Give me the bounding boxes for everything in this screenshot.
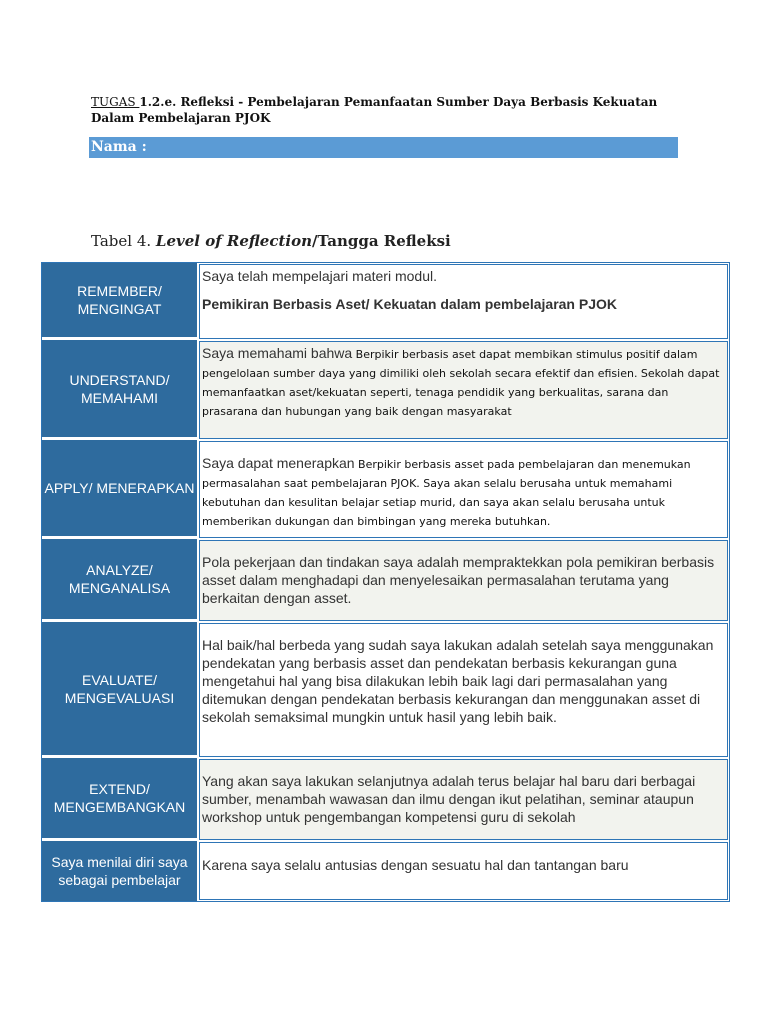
row-lead: Saya dapat menerapkan (202, 455, 355, 471)
row-remember (42, 263, 729, 340)
row-content (199, 341, 728, 439)
caption-italic: Level of Reflection (155, 232, 313, 250)
row-content (199, 441, 728, 538)
title-text: 1.2.e. Refleksi - Pembelajaran Pemanfaatan Sumber Daya Berbasis Kekuatan Dalam Pembelajaran PJOK (91, 95, 658, 125)
reflection-table (41, 262, 730, 902)
row-label: ANALYZE/ MENGANALISA (42, 539, 197, 622)
row-understand (42, 340, 729, 440)
assignment-title (91, 94, 691, 126)
row-apply (42, 440, 729, 539)
name-label: Nama : (91, 139, 147, 155)
row-label: EXTEND/ MENGEMBANGKAN (42, 758, 197, 841)
row-content: Yang akan saya lakukan selanjutnya adalah terus belajar hal baru dari berbagai sumber, menambah wawasan dan ilmu dengan ikut pelatihan, seminar ataupun workshop untuk pengembangan kompetensi guru di sekolah (199, 759, 728, 840)
caption-prefix: Tabel 4. (91, 232, 156, 250)
row-analyze (42, 539, 729, 622)
row-text-bold: Pemikiran Berbasis Aset/ Kekuatan dalam pembelajaran PJOK (202, 296, 617, 312)
row-label: Saya menilai diri saya sebagai pembelajar (42, 841, 197, 901)
row-text: Berpikir berbasis aset dapat membikan stimulus positif dalam pengelolaan sumber daya yang dimiliki oleh sekolah secara efektif dan efisien. Sekolah dapat memanfaatkan aset/kekuatan seperti, tenaga pendidik yang berkualitas, sarana dan prasarana dan hubungan yang baik dengan masyarakat (202, 348, 720, 418)
row-label: EVALUATE/ MENGEVALUASI (42, 622, 197, 758)
row-self-assessment (42, 841, 729, 901)
row-evaluate (42, 622, 729, 758)
name-field[interactable] (89, 137, 678, 158)
table-caption (91, 232, 451, 250)
caption-suffix: /Tangga Refleksi (312, 232, 451, 250)
row-label: UNDERSTAND/ MEMAHAMI (42, 340, 197, 440)
tugas-label: TUGAS (91, 95, 140, 109)
row-content (199, 264, 728, 339)
row-content: Karena saya selalu antusias dengan sesuatu hal dan tantangan baru (199, 842, 728, 900)
row-label: APPLY/ MENERAPKAN (42, 440, 197, 539)
row-content: Hal baik/hal berbeda yang sudah saya lakukan adalah setelah saya menggunakan pendekatan yang berbasis asset dan pendekatan berbasis kekurangan guna mengetahui hal yang bisa dilakukan lebih baik lagi dari permasalahan yang ditemukan dengan pendekatan berbasis kekurangan dan menggunakan asset di sekolah semaksimal mungkin untuk hasil yang lebih baik. (199, 623, 728, 757)
row-lead: Saya memahami bahwa (202, 345, 353, 361)
row-text: Berpikir berbasis asset pada pembelajaran dan menemukan permasalahan saat pembelajaran PJOK. Saya akan selalu berusaha untuk memahami kebutuhan dan kesulitan belajar setiap murid, dan saya akan selalu berusaha untuk memberikan dukungan dan bimbingan yang mereka butuhkan. (202, 458, 691, 528)
row-content: Pola pekerjaan dan tindakan saya adalah mempraktekkan pola pemikiran berbasis asset dalam menghadapi dan menyelesaikan permasalahan terutama yang berkaitan dengan asset. (199, 540, 728, 621)
row-label: REMEMBER/ MENGINGAT (42, 263, 197, 340)
row-text: Saya telah mempelajari materi modul. (202, 268, 437, 284)
row-extend (42, 758, 729, 841)
